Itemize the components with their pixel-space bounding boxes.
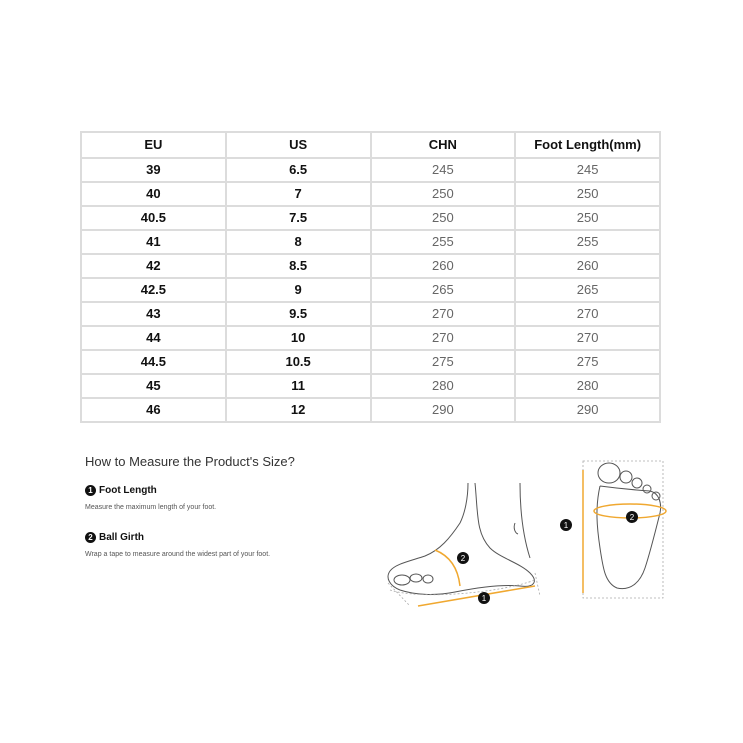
table-cell-eu: 44 xyxy=(81,326,226,350)
table-cell-us: 7 xyxy=(226,182,371,206)
table-cell-chn: 260 xyxy=(371,254,516,278)
table-cell-chn: 270 xyxy=(371,302,516,326)
step-label: Foot Length xyxy=(99,485,157,496)
table-cell-chn: 275 xyxy=(371,350,516,374)
table-cell-foot-length: 245 xyxy=(515,158,660,182)
table-cell-foot-length: 290 xyxy=(515,398,660,422)
table-cell-foot-length: 270 xyxy=(515,302,660,326)
table-cell-us: 9.5 xyxy=(226,302,371,326)
step-description: Measure the maximum length of your foot. xyxy=(85,504,217,511)
table-cell-us: 11 xyxy=(226,374,371,398)
header-chn: CHN xyxy=(371,132,516,158)
table-cell-chn: 265 xyxy=(371,278,516,302)
table-row xyxy=(81,374,660,398)
table-cell-chn: 245 xyxy=(371,158,516,182)
measure-title: How to Measure the Product's Size? xyxy=(85,454,295,469)
table-cell-eu: 45 xyxy=(81,374,226,398)
table-cell-eu: 40 xyxy=(81,182,226,206)
table-header-row xyxy=(81,132,660,158)
table-cell-eu: 39 xyxy=(81,158,226,182)
step-label: Ball Girth xyxy=(99,532,145,543)
table-cell-chn: 250 xyxy=(371,182,516,206)
table-cell-us: 8.5 xyxy=(226,254,371,278)
table-cell-eu: 43 xyxy=(81,302,226,326)
table-row xyxy=(81,278,660,302)
table-cell-foot-length: 275 xyxy=(515,350,660,374)
step-ball-girth xyxy=(85,532,144,543)
table-row xyxy=(81,182,660,206)
table-cell-foot-length: 255 xyxy=(515,230,660,254)
table-cell-us: 10 xyxy=(226,326,371,350)
header-eu: EU xyxy=(81,132,226,158)
svg-text:1: 1 xyxy=(481,594,487,603)
svg-text:1: 1 xyxy=(563,521,569,530)
table-cell-chn: 270 xyxy=(371,326,516,350)
table-cell-eu: 40.5 xyxy=(81,206,226,230)
table-cell-eu: 42 xyxy=(81,254,226,278)
table-row xyxy=(81,350,660,374)
table-cell-us: 10.5 xyxy=(226,350,371,374)
table-cell-chn: 290 xyxy=(371,398,516,422)
table-row xyxy=(81,326,660,350)
table-cell-foot-length: 260 xyxy=(515,254,660,278)
table-cell-foot-length: 280 xyxy=(515,374,660,398)
table-row xyxy=(81,230,660,254)
table-cell-us: 12 xyxy=(226,398,371,422)
table-row xyxy=(81,206,660,230)
table-cell-eu: 42.5 xyxy=(81,278,226,302)
table-row xyxy=(81,158,660,182)
table-cell-chn: 280 xyxy=(371,374,516,398)
table-cell-eu: 46 xyxy=(81,398,226,422)
header-foot-length: Foot Length(mm) xyxy=(515,132,660,158)
table-cell-us: 9 xyxy=(226,278,371,302)
size-chart-table xyxy=(80,131,661,423)
table-cell-chn: 250 xyxy=(371,206,516,230)
table-cell-eu: 41 xyxy=(81,230,226,254)
table-row xyxy=(81,254,660,278)
step-number-2-icon: 2 xyxy=(85,532,96,543)
table-cell-chn: 255 xyxy=(371,230,516,254)
header-us: US xyxy=(226,132,371,158)
table-body xyxy=(81,158,660,422)
table-cell-foot-length: 250 xyxy=(515,206,660,230)
table-row xyxy=(81,302,660,326)
table-cell-foot-length: 250 xyxy=(515,182,660,206)
foot-top-view-illustration xyxy=(555,458,675,603)
svg-text:2: 2 xyxy=(460,554,466,563)
table-cell-eu: 44.5 xyxy=(81,350,226,374)
foot-side-view-illustration xyxy=(380,478,545,613)
step-foot-length xyxy=(85,485,157,496)
table-cell-foot-length: 270 xyxy=(515,326,660,350)
table-cell-us: 8 xyxy=(226,230,371,254)
table-cell-us: 6.5 xyxy=(226,158,371,182)
step-description: Wrap a tape to measure around the widest part of your foot. xyxy=(85,551,271,558)
table-cell-foot-length: 265 xyxy=(515,278,660,302)
svg-text:2: 2 xyxy=(629,513,635,522)
table-cell-us: 7.5 xyxy=(226,206,371,230)
table-row xyxy=(81,398,660,422)
step-number-1-icon: 1 xyxy=(85,485,96,496)
